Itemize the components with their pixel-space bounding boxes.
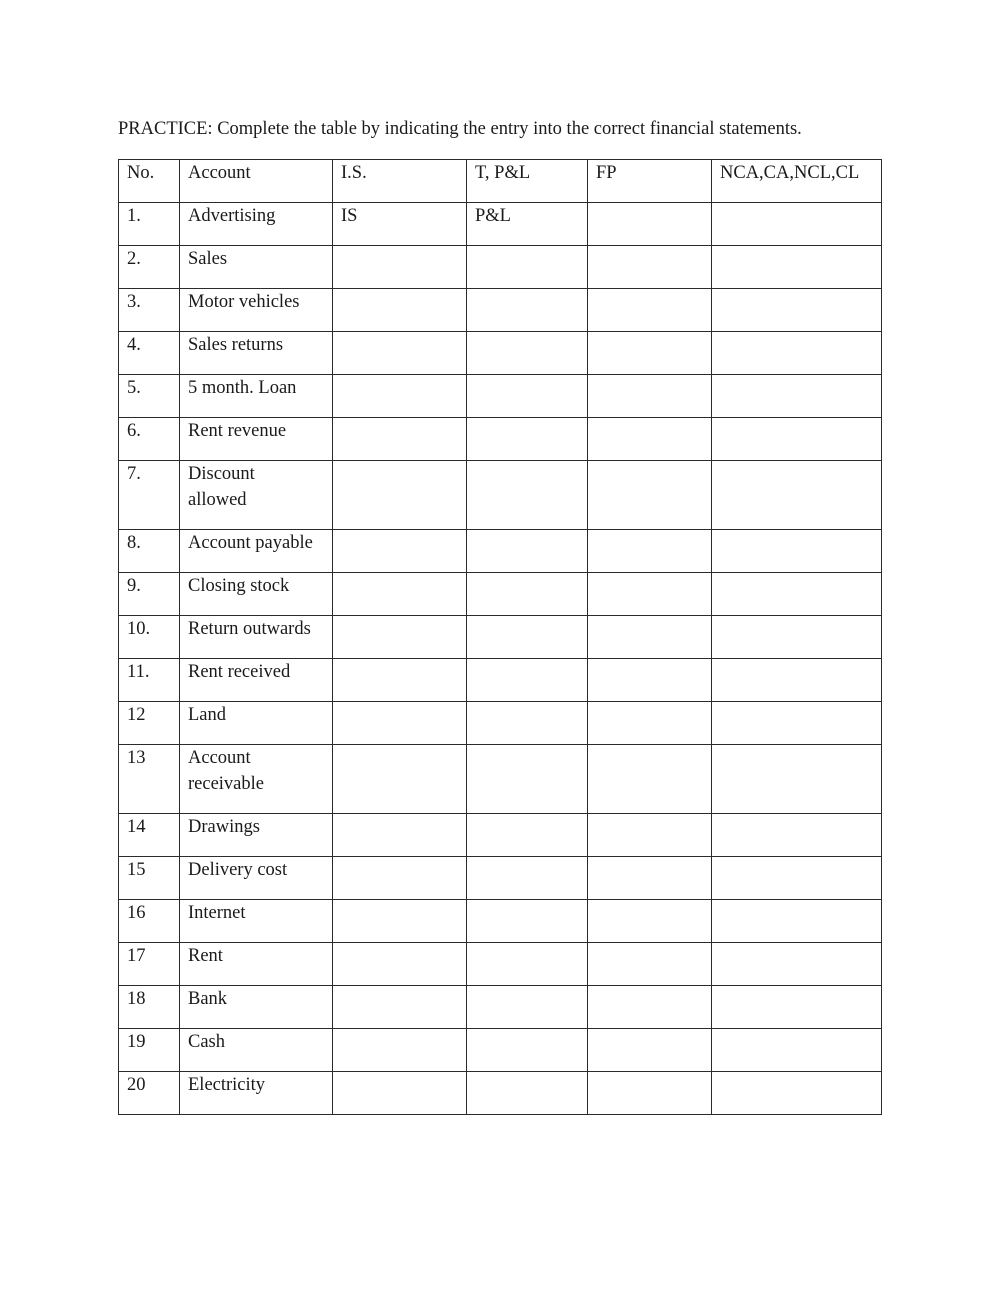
account-name-cell: Delivery cost	[180, 857, 333, 900]
row-number-cell: 8.	[119, 530, 180, 573]
income-statement-cell[interactable]	[333, 616, 467, 659]
classification-cell[interactable]	[712, 659, 882, 702]
income-statement-cell[interactable]	[333, 375, 467, 418]
account-name-cell: Account payable	[180, 530, 333, 573]
account-name-cell: Rent received	[180, 659, 333, 702]
table-row	[119, 203, 882, 246]
income-statement-cell[interactable]	[333, 418, 467, 461]
table-row	[119, 289, 882, 332]
account-name-cell: Discount allowed	[180, 461, 333, 530]
account-name-cell: Electricity	[180, 1072, 333, 1115]
account-name-cell: Drawings	[180, 814, 333, 857]
table-row	[119, 461, 882, 530]
income-statement-cell[interactable]	[333, 289, 467, 332]
financial-position-cell[interactable]	[588, 659, 712, 702]
classification-cell[interactable]	[712, 461, 882, 530]
classification-cell[interactable]	[712, 332, 882, 375]
classification-cell[interactable]	[712, 900, 882, 943]
income-statement-cell[interactable]	[333, 659, 467, 702]
account-name-cell: Advertising	[180, 203, 333, 246]
trading-pl-cell[interactable]	[467, 418, 588, 461]
financial-position-cell[interactable]	[588, 203, 712, 246]
row-number-cell: 5.	[119, 375, 180, 418]
trading-pl-cell[interactable]	[467, 986, 588, 1029]
row-number-cell: 14	[119, 814, 180, 857]
account-name-cell: Cash	[180, 1029, 333, 1072]
trading-pl-cell[interactable]	[467, 332, 588, 375]
table-row	[119, 573, 882, 616]
instruction-text: PRACTICE: Complete the table by indicating the entry into the correct financial statements.	[118, 119, 802, 139]
trading-pl-cell[interactable]	[467, 857, 588, 900]
table-row	[119, 986, 882, 1029]
trading-pl-cell[interactable]	[467, 375, 588, 418]
trading-pl-cell[interactable]	[467, 573, 588, 616]
row-number-cell: 18	[119, 986, 180, 1029]
row-number-cell: 1.	[119, 203, 180, 246]
financial-position-cell[interactable]	[588, 530, 712, 573]
table-row	[119, 1029, 882, 1072]
trading-pl-cell[interactable]	[467, 702, 588, 745]
account-name-cell: Bank	[180, 986, 333, 1029]
financial-position-cell[interactable]	[588, 986, 712, 1029]
income-statement-cell[interactable]	[333, 745, 467, 814]
trading-pl-cell[interactable]	[467, 745, 588, 814]
table-row	[119, 530, 882, 573]
account-name-cell: Account receivable	[180, 745, 333, 814]
financial-position-cell[interactable]	[588, 857, 712, 900]
financial-position-cell[interactable]	[588, 745, 712, 814]
financial-position-cell[interactable]	[588, 943, 712, 986]
row-number-cell: 7.	[119, 461, 180, 530]
trading-pl-cell[interactable]	[467, 530, 588, 573]
row-number-cell: 10.	[119, 616, 180, 659]
table-row	[119, 702, 882, 745]
income-statement-cell[interactable]	[333, 702, 467, 745]
income-statement-cell[interactable]	[333, 943, 467, 986]
account-name-cell: Land	[180, 702, 333, 745]
trading-pl-cell[interactable]	[467, 659, 588, 702]
account-name-cell: 5 month. Loan	[180, 375, 333, 418]
classification-cell[interactable]	[712, 1072, 882, 1115]
income-statement-cell[interactable]	[333, 986, 467, 1029]
row-number-cell: 15	[119, 857, 180, 900]
row-number-cell: 2.	[119, 246, 180, 289]
financial-position-cell[interactable]	[588, 814, 712, 857]
income-statement-cell[interactable]	[333, 530, 467, 573]
classification-cell[interactable]	[712, 1029, 882, 1072]
row-number-cell: 11.	[119, 659, 180, 702]
classification-cell[interactable]	[712, 530, 882, 573]
row-number-cell: 13	[119, 745, 180, 814]
trading-pl-cell[interactable]	[467, 1072, 588, 1115]
account-name-cell: Rent	[180, 943, 333, 986]
row-number-cell: 9.	[119, 573, 180, 616]
classification-cell[interactable]	[712, 573, 882, 616]
classification-cell[interactable]	[712, 943, 882, 986]
table-row	[119, 246, 882, 289]
income-statement-cell[interactable]	[333, 573, 467, 616]
table-row	[119, 900, 882, 943]
table-row	[119, 857, 882, 900]
row-number-cell: 19	[119, 1029, 180, 1072]
table-row	[119, 659, 882, 702]
financial-position-cell[interactable]	[588, 616, 712, 659]
account-name-cell: Sales returns	[180, 332, 333, 375]
row-number-cell: 17	[119, 943, 180, 986]
financial-position-cell[interactable]	[588, 702, 712, 745]
table-row	[119, 332, 882, 375]
header-income-statement: I.S.	[333, 160, 467, 203]
financial-position-cell[interactable]	[588, 1029, 712, 1072]
financial-position-cell[interactable]	[588, 900, 712, 943]
account-name-cell: Rent revenue	[180, 418, 333, 461]
financial-position-cell[interactable]	[588, 461, 712, 530]
account-name-cell: Internet	[180, 900, 333, 943]
table-body	[119, 203, 882, 1115]
financial-position-cell[interactable]	[588, 332, 712, 375]
financial-position-cell[interactable]	[588, 246, 712, 289]
table-row	[119, 616, 882, 659]
table-row	[119, 1072, 882, 1115]
classification-cell[interactable]	[712, 203, 882, 246]
table-row	[119, 814, 882, 857]
income-statement-cell[interactable]	[333, 246, 467, 289]
classification-cell[interactable]	[712, 857, 882, 900]
trading-pl-cell[interactable]: P&L	[467, 203, 588, 246]
classification-cell[interactable]	[712, 616, 882, 659]
income-statement-cell[interactable]: IS	[333, 203, 467, 246]
financial-statements-table	[118, 159, 882, 1115]
financial-position-cell[interactable]	[588, 375, 712, 418]
financial-position-cell[interactable]	[588, 289, 712, 332]
account-name-cell: Motor vehicles	[180, 289, 333, 332]
header-account: Account	[180, 160, 333, 203]
trading-pl-cell[interactable]	[467, 814, 588, 857]
table-row	[119, 745, 882, 814]
classification-cell[interactable]	[712, 418, 882, 461]
account-name-cell: Return outwards	[180, 616, 333, 659]
trading-pl-cell[interactable]	[467, 289, 588, 332]
table-row	[119, 418, 882, 461]
trading-pl-cell[interactable]	[467, 461, 588, 530]
header-trading-pl: T, P&L	[467, 160, 588, 203]
row-number-cell: 4.	[119, 332, 180, 375]
income-statement-cell[interactable]	[333, 1072, 467, 1115]
classification-cell[interactable]	[712, 986, 882, 1029]
row-number-cell: 20	[119, 1072, 180, 1115]
financial-position-cell[interactable]	[588, 573, 712, 616]
income-statement-cell[interactable]	[333, 814, 467, 857]
account-name-cell: Sales	[180, 246, 333, 289]
financial-position-cell[interactable]	[588, 1072, 712, 1115]
row-number-cell: 16	[119, 900, 180, 943]
classification-cell[interactable]	[712, 745, 882, 814]
header-classification: NCA,CA,NCL,CL	[712, 160, 882, 203]
classification-cell[interactable]	[712, 702, 882, 745]
trading-pl-cell[interactable]	[467, 246, 588, 289]
classification-cell[interactable]	[712, 814, 882, 857]
income-statement-cell[interactable]	[333, 857, 467, 900]
row-number-cell: 12	[119, 702, 180, 745]
table-row	[119, 943, 882, 986]
row-number-cell: 6.	[119, 418, 180, 461]
trading-pl-cell[interactable]	[467, 900, 588, 943]
header-no: No.	[119, 160, 180, 203]
income-statement-cell[interactable]	[333, 900, 467, 943]
income-statement-cell[interactable]	[333, 461, 467, 530]
trading-pl-cell[interactable]	[467, 943, 588, 986]
income-statement-cell[interactable]	[333, 1029, 467, 1072]
classification-cell[interactable]	[712, 246, 882, 289]
header-financial-position: FP	[588, 160, 712, 203]
table-header-row	[119, 160, 882, 203]
classification-cell[interactable]	[712, 375, 882, 418]
trading-pl-cell[interactable]	[467, 1029, 588, 1072]
table-row	[119, 375, 882, 418]
income-statement-cell[interactable]	[333, 332, 467, 375]
row-number-cell: 3.	[119, 289, 180, 332]
trading-pl-cell[interactable]	[467, 616, 588, 659]
classification-cell[interactable]	[712, 289, 882, 332]
financial-position-cell[interactable]	[588, 418, 712, 461]
account-name-cell: Closing stock	[180, 573, 333, 616]
